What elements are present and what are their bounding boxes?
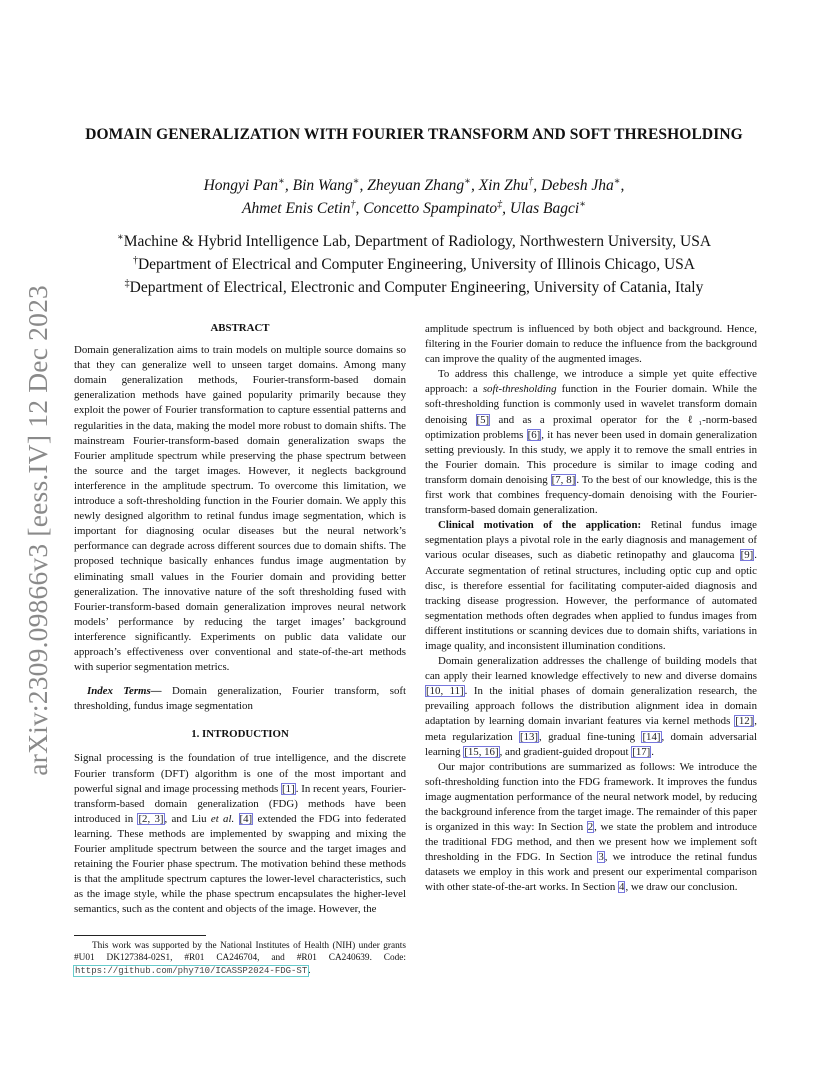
author-name: Zheyuan Zhang xyxy=(367,177,465,195)
citation-link[interactable]: 3 xyxy=(598,851,604,864)
author-name: Bin Wang xyxy=(292,177,353,195)
footnote xyxy=(74,940,406,977)
author-list xyxy=(0,172,828,218)
right-column xyxy=(425,322,757,896)
affiliation-text: Machine & Hybrid Intelligence Lab, Department of Radiology, Northwestern University, USA xyxy=(123,233,712,251)
author-mark: ∗ xyxy=(278,176,285,187)
italic-text: soft-thresholding xyxy=(482,383,557,396)
author-mark: ‡ xyxy=(497,199,503,211)
author-mark: ∗ xyxy=(613,176,621,187)
author-name: Ulas Bagci xyxy=(509,200,580,218)
footnote-text: This work was supported by the National Institutes of Health (NIH) under grants #U01 DK127384-02S1, #R01 CA246704, and #R01 CA240639. Code: xyxy=(74,941,406,964)
author-name: Xin Zhu xyxy=(478,177,529,195)
affiliation-mark: ‡ xyxy=(124,278,130,290)
footnote-end: . xyxy=(308,965,311,976)
arxiv-stamp: arXiv:2309.09866v3 [eess.IV] 12 Dec 2023 xyxy=(22,285,53,776)
affiliation-text: Department of Electrical and Computer Engineering, University of Illinois Chicago, USA xyxy=(137,256,695,274)
citation-link[interactable]: [13] xyxy=(519,730,539,743)
author-mark: † xyxy=(350,199,356,211)
index-terms xyxy=(74,684,406,714)
abstract-text: Domain generalization aims to train models on multiple source domains so that they can generalize well to unseen target domains. Among many domain generalization methods, Fourier-transform-based domain generalization methods have gained popularity primarily because they exploit the power of Fourier transformation to capture essential patterns and regularities in the data, making the model more robust to domain shifts. The mainstream Fourier-transform-based domain generalization swaps the Fourier amplitude spectrum while preserving the phase spectrum between the source and the target images. However, it neglects background interference in the amplitude spectrum. To overcome this limitation, we introduce a soft-thresholding function in the Fourier domain. We apply this newly designed algorithm to retinal fundus image segmentation, which is important for diagnosing ocular diseases but the neural network’s performance can degrade across different sources due to domain shifts. The proposed technique basically enhances fundus image augmentation by eliminating small values in the Fourier domain and providing better generalization. The innovative nature of the soft thresholding fused with Fourier-transform-based domain generalization improves neural network models’ performance by reducing the target images’ background interference significantly. Experiments on public data validate our approach’s effectiveness over conventional and state-of-the-art methods with superior segmentation metrics. xyxy=(74,344,406,674)
author-name: Hongyi Pan xyxy=(203,177,279,195)
author-line-2: Ahmet Enis Cetin†, Concetto Spampinato‡, Ulas Bagci∗ xyxy=(241,199,586,218)
citation-link[interactable]: [5] xyxy=(476,413,490,426)
citation-link[interactable]: [10, 11] xyxy=(426,685,464,698)
code-link[interactable]: https://github.com/phy710/ICASSP2024-FDG-ST xyxy=(75,965,308,976)
intro-heading: 1. INTRODUCTION xyxy=(191,728,289,741)
index-terms-text: Domain generalization, Fourier transform, soft thresholding, fundus image segmentation xyxy=(74,685,407,713)
citation-link[interactable]: [2, 3] xyxy=(138,812,164,825)
affiliation-mark: ∗ xyxy=(116,232,124,243)
author-line-1: Hongyi Pan∗, Bin Wang∗, Zheyuan Zhang∗, Xin Zhu†, Debesh Jha∗, xyxy=(203,176,625,195)
citation-link[interactable]: [4] xyxy=(239,812,253,825)
citation-link[interactable]: [7, 8] xyxy=(551,473,576,486)
intro-paragraph-3: Clinical motivation of the application: Retinal fundus image segmentation plays a pivotal role in the early diagnosis and management of various ocular diseases, such as diabetic retinopathy and glaucoma [9]. Accurate segmentation of retinal structures, including optic cup and optic disc, is therefore essential for facilitating computer-aided diagnosis and tracking disease progression. However, the performance of automated segmentation methods often degrades when applied to fundus images from different institutions or scanning devices due to domain shifts, variations in image quality, and inconsistent illumination conditions. xyxy=(425,519,757,652)
italic-text: et al. xyxy=(210,812,235,825)
author-name: Concetto Spampinato xyxy=(363,200,498,218)
affiliation-list xyxy=(0,228,828,297)
abstract-heading: ABSTRACT xyxy=(210,322,270,334)
intro-paragraph-5: Our major contributions are summarized as follows: We introduce the soft-thresholding function into the FDG framework. It improves the fundus image augmentation performance of the neural network model, by reducing the background inference from the target image. The remainder of this paper is organized in this way: In Section 2, we state the problem and introduce the traditional FDG method, and then we present how we implement soft thresholding in the FDG. In Section 3, we introduce the retinal fundus datasets we employ in this work and present our experimental comparison with other state-of-the-art works. In Section 4, we draw our conclusion. xyxy=(425,760,758,894)
citation-link[interactable]: [17] xyxy=(632,745,651,758)
citation-link[interactable]: [6] xyxy=(527,428,541,441)
intro-paragraph-2: To address this challenge, we introduce a simple yet quite effective approach: a soft-thresholding function in the Fourier domain. While the soft-thresholding function is commonly used in wavelet transform domain denoising [5] and as a proximal operator for the ℓ₁-norm-based optimization problems [6], it has never been used in domain generalization setting previously. In this study, we apply it to remove the small entries in the Fourier domain. This procedure is similar to image coding and transform domain denoising [7, 8]. To the best of our knowledge, this is the first work that combines frequency-domain denoising with the Fourier-transform-based domain generalization. xyxy=(425,368,758,517)
citation-link[interactable]: 2 xyxy=(587,821,594,834)
citation-link[interactable]: [14] xyxy=(642,730,661,743)
footnote-rule xyxy=(74,935,206,936)
author-mark: † xyxy=(528,176,534,187)
author-mark: ∗ xyxy=(579,199,586,211)
citation-link[interactable]: [12] xyxy=(735,715,754,728)
author-mark: ∗ xyxy=(464,176,471,187)
citation-link[interactable]: [1] xyxy=(282,782,295,795)
affiliation-1 xyxy=(0,228,828,251)
author-name: Ahmet Enis Cetin xyxy=(241,200,351,218)
affiliation-2 xyxy=(0,251,828,274)
author-mark: ∗ xyxy=(352,176,360,187)
bold-lead-in: Clinical motivation of the application: xyxy=(438,519,642,532)
affiliation-text: Department of Electrical, Electronic and Computer Engineering, University of Catania, Italy xyxy=(129,279,704,297)
intro-paragraph-1-continued: amplitude spectrum is influenced by both object and background. Hence, filtering in the Fourier domain to reduce the influence from the background can improve the quality of the augmented images. xyxy=(425,323,757,366)
intro-paragraph-4: Domain generalization addresses the challenge of building models that can apply their learned knowledge effectively to new and diverse domains [10, 11]. In the initial phases of domain generalization research, the prevailing approach follows the distribution alignment idea in domain adaptation by learning domain invariant features via kernel methods [12], meta regularization [13], gradual fine-tuning [14], domain adversarial learning [15, 16], and gradient-guided dropout [17]. xyxy=(425,655,757,758)
index-terms-label: Index Terms— xyxy=(87,685,162,698)
citation-link[interactable]: [9] xyxy=(740,549,754,562)
affiliation-3 xyxy=(0,274,828,297)
left-column xyxy=(74,321,406,917)
intro-paragraph-1: Signal processing is the foundation of true intelligence, and the discrete Fourier transform (DFT) algorithm is one of the most important and powerful signal and image processing methods [1]. In recent years, Fourier-transform-based domain generalization (FDG) methods have been introduced in [2, 3], and Liu et al. [4] extended the FDG into federated learning. These methods are implemented by swapping and mixing the Fourier amplitude spectrum between the source and the target images and retaining the Fourier phase spectrum. The motivation behind these methods is that the amplitude spectrum captures the lower-level characteristics, such as the image style, while the phase spectrum encapsulates the higher-level semantics, such as the content and objects of the image. However, the xyxy=(74,752,406,916)
citation-link[interactable]: 4 xyxy=(619,881,625,894)
affiliation-mark: † xyxy=(132,255,138,267)
paper-title: DOMAIN GENERALIZATION WITH FOURIER TRANSFORM AND SOFT THRESHOLDING xyxy=(85,126,743,143)
author-name: Debesh Jha xyxy=(541,177,614,195)
citation-link[interactable]: [15, 16] xyxy=(464,745,499,758)
